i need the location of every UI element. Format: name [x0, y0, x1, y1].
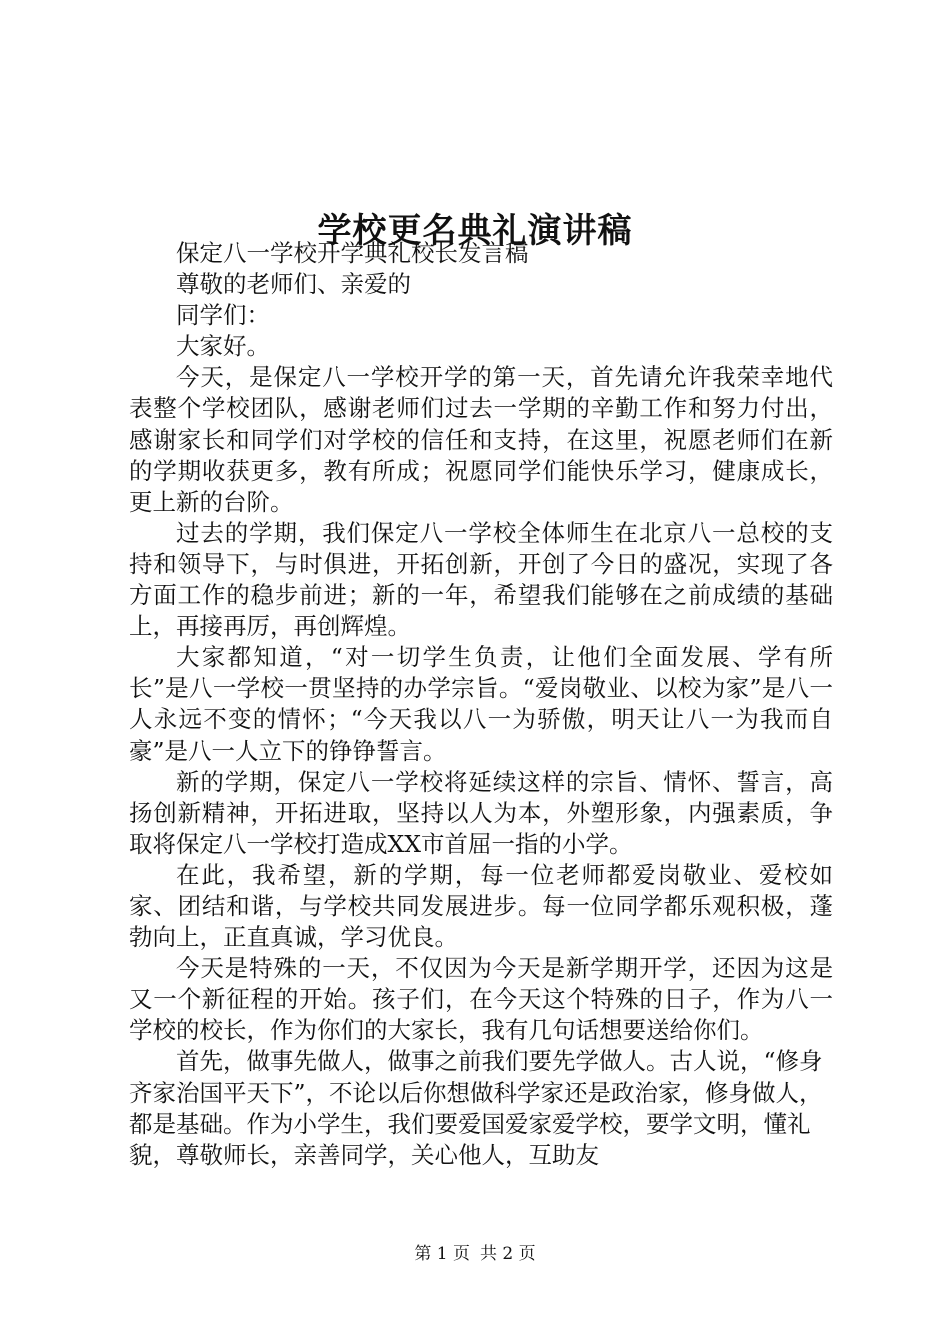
document-body	[129, 238, 833, 1171]
paragraph: 大家都知道，“对一切学生负责，让他们全面发展、学有所长”是八一学校一贯坚持的办学宗旨。“爱岗敬业、以校为家”是八一人永远不变的情怀；“今天我以八一为骄傲，明天让八一为我而自豪”是八一人立下的铮铮誓言。	[129, 643, 833, 765]
paragraph: 今天是特殊的一天，不仅因为今天是新学期开学，还因为这是又一个新征程的开始。孩子们，在今天这个特殊的日子，作为八一学校的校长，作为你们的大家长，我有几句话想要送给你们。	[129, 954, 833, 1045]
page-number: 第 1 页	[414, 1244, 470, 1264]
paragraph: 新的学期，保定八一学校将延续这样的宗旨、情怀、誓言，高扬创新精神，开拓进取，坚持以人为本，外塑形象，内强素质，争取将保定八一学校打造成XX市首屈一指的小学。	[129, 767, 833, 858]
paragraph-greeting: 大家好。	[176, 332, 270, 361]
page-footer	[0, 1243, 950, 1265]
paragraph-subtitle: 保定八一学校开学典礼校长发言稿	[176, 239, 529, 267]
paragraph-salutation-1: 尊敬的老师们、亲爱的	[176, 270, 411, 299]
page-total: 共 2 页	[480, 1244, 536, 1264]
document-title: 学校更名典礼演讲稿	[317, 210, 633, 251]
paragraph: 过去的学期，我们保定八一学校全体师生在北京八一总校的支持和领导下，与时俱进，开拓创新，开创了今日的盛况，实现了各方面工作的稳步前进；新的一年，希望我们能够在之前成绩的基础上，再接再厉，再创辉煌。	[129, 518, 833, 641]
paragraph: 今天，是保定八一学校开学的第一天，首先请允许我荣幸地代表整个学校团队，感谢老师们过去一学期的辛勤工作和努力付出，感谢家长和同学们对学校的信任和支持，在这里，祝愿老师们在新的学期收获更多，教有所成；祝愿同学们能快乐学习，健康成长，更上新的台阶。	[129, 363, 833, 516]
paragraph-salutation-2: 同学们：	[176, 301, 270, 330]
paragraph: 首先，做事先做人，做事之前我们要先学做人。古人说，“修身齐家治国平天下”，不论以后你想做科学家还是政治家，修身做人，都是基础。作为小学生，我们要爱国爱家爱学校，要学文明，懂礼貌，尊敬师长，亲善同学，关心他人，互助友	[129, 1047, 823, 1169]
paragraph: 在此，我希望，新的学期，每一位老师都爱岗敬业、爱校如家、团结和谐，与学校共同发展进步。每一位同学都乐观积极，蓬勃向上，正直真诚，学习优良。	[129, 860, 833, 952]
